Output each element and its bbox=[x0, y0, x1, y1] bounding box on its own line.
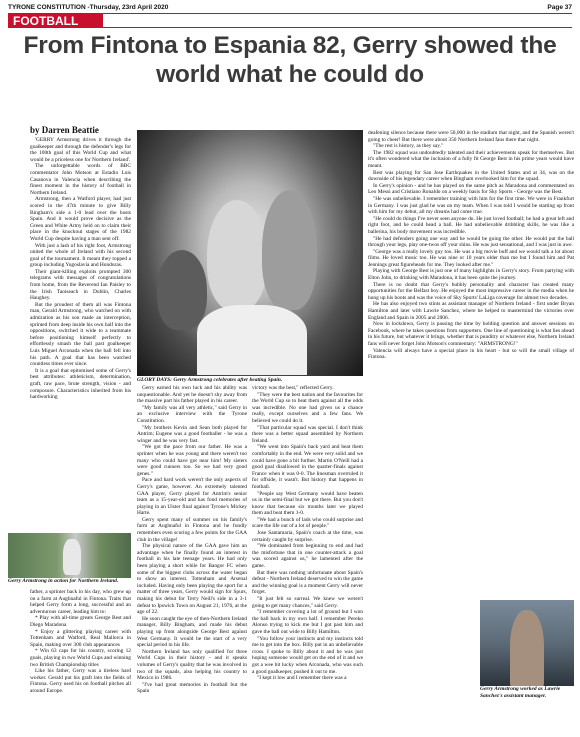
paragraph: * Win 63 caps for his country, scoring 12 goals, playing in two World Cups and winning two British Championship titles bbox=[30, 648, 131, 668]
main-photo-caption: GLORY DAYS: Gerry Armstrong celebrates after beating Spain. bbox=[137, 377, 283, 383]
paragraph: "He could do things I've never seen anyone do. He just loved football; he had a great left and right foot, and he could head a ball. He had unbelievable dribbling skills, he was like a ballerina, his body movement was incredible. bbox=[368, 215, 574, 235]
paragraph: "You follow your instincts and my instincts told me to get into the box. Billy put in an unbelievable cross. I spoke to Billy about it and he was just hoping someone would get on the end of it and we got a wee bit lucky when Arconada, who was such a good goalkeeper, pushed it out to me. bbox=[252, 635, 363, 675]
paragraph: * Play with all-time greats George Best and Diego Maradona bbox=[30, 615, 131, 628]
section-label: FOOTBALL bbox=[8, 14, 103, 28]
paragraph: "My family was all very athletic," said Gerry in an exclusive interview with the Tyrone Constitution. bbox=[137, 404, 247, 424]
paragraph: "He had defenders going one way and he would be going the other. He would put the ball through your legs, play one-twos off your shins. He was just sensational, and I was just in awe. bbox=[368, 235, 574, 249]
article-column-3 bbox=[252, 385, 363, 730]
right-photo bbox=[480, 600, 574, 686]
paragraph: The unforgettable words of BBC commentator John Motson at Estadio Luis Casanova in Valencia when describing the finest moment in the history of football in Northern Ireland. bbox=[30, 163, 131, 196]
masthead bbox=[8, 2, 572, 12]
byline: by Darren Beattie bbox=[30, 125, 99, 135]
paragraph: Like his father, Gerry was a tireless hard worker. Gerald put his graft into the fields of Fintona. Gerry used his on football pitches all around Europe. bbox=[30, 668, 131, 694]
paragraph: * Enjoy a glittering playing career with Tottenham and Watford, Real Mallorca in Spain, making over 300 club appearances bbox=[30, 628, 131, 648]
photo-figure bbox=[157, 250, 207, 330]
paragraph: Now in lockdown, Gerry is passing the time by holding question and answer sessions on Facebook, where he takes questions from supporters. One line of questioning is what lies ahead in his future, but whatever it brings, whether that is punditry or whatever else, Northern Ireland fans will never forget John Motson's commentary: "ARMSTRONG!" bbox=[368, 321, 574, 347]
left-photo bbox=[8, 533, 131, 578]
left-photo-caption: Gerry Armstrong in action for Northern Ireland. bbox=[8, 578, 119, 584]
paragraph: Their giant-killing exploits prompted 300 telegrams with messages of congratulations from home, from the Reverend Ian Paisley to the Irish Taoiseach in Dublin, Charles Haughey. bbox=[30, 268, 131, 302]
photo-figure bbox=[262, 190, 317, 310]
paragraph: "I remember covering a lot of ground but I won the ball back in my own half. I remember Pereko Alonso trying to kick me but I got past him and gave the ball out wide to Billy Hamilton. bbox=[252, 609, 363, 635]
paragraph: "He was unbelievable. I remember training with him for the first time. We were in Frankfurt in Germany. I was just glad he was on my team. When I was told I would be starting up front with him for my debut, all my dreams had come true. bbox=[368, 195, 574, 216]
paragraph: father, a sprinter back in his day, who grew up on a farm at Aughnaful in Fintona. Traits that helped Gerry form a long, successful and an adventurous career, leading him to: bbox=[30, 589, 131, 615]
article-column-2 bbox=[137, 385, 247, 730]
paragraph: Gerry spent many of summer on his family's farm at Aughnaful in Fintona and he fondly remembers even scoring a few points for the GAA club in the village! bbox=[137, 516, 247, 543]
paragraph: victory was the best," reflected Gerry. bbox=[252, 385, 334, 391]
paragraph: "George was a really lovely guy too. He was a big movie buff and we would talk a lot about films. He loved music too. He was nine or 10 years older than me but I found him and Pat Jennings great figureheads for me. They looked after me." bbox=[368, 248, 574, 268]
article-column-1 bbox=[30, 137, 131, 533]
right-photo-caption: Gerry Armstrong worked as Lawrie Sanchez's assistant manager. bbox=[480, 686, 561, 699]
photo-figure bbox=[207, 200, 267, 310]
headline: From Fintona to Espania 82, Gerry showed the world what he could do bbox=[23, 32, 557, 88]
paragraph: "I've had great memories in football but the Spain bbox=[137, 681, 247, 695]
photo-figure bbox=[510, 610, 544, 686]
paragraph: "We got the pace from our father. He was a sprinter when he was young and there weren't too many who could have got near him! My sisters were good runners too. So we had very good genes." bbox=[137, 444, 247, 477]
paragraph: He has also enjoyed two stints as assistant manager of Northern Ireland - first under Bryan Hamilton and later with Lawrie Sanchez, where he helped to mastermind the victories over England and Spain in 2005 and 2006. bbox=[368, 301, 574, 321]
paragraph: Playing with George Best is just one of many highlights in Gerry's story. From partying with Elton John, to drinking with Maradona, it has been quite the journey. bbox=[368, 268, 574, 282]
paragraph: There is no doubt that Gerry's bubbly personality and character has created many opportunities for the Belfast boy. He enjoyed the most impressive career in the media when he hung up his boots and was the voice of Sky Sports' LaLiga coverage for almost two decades. bbox=[368, 281, 574, 301]
photo-figure bbox=[63, 539, 81, 575]
page-number: Page 37 bbox=[547, 3, 572, 11]
paragraph: It is a goal that epitomised some of Gerry's best attributes: athleticism, determination, graft, raw pace, brute strength, vision - and composure. Characteristics inherited from his hardworking bbox=[30, 367, 131, 401]
publication-date: TYRONE CONSTITUTION -Thursday, 23rd April 2020 bbox=[8, 3, 169, 11]
paragraph: "The rest is history, as they say." bbox=[373, 143, 444, 150]
paragraph: "We went into Spain's back yard and beat them comfortably in the end. We were very solid and we could have gone a bit further. Martin O'Neill had a good goal disallowed in the quarter-finals against France when it was 0-0. The linesman overruled it for offside, it wasn't. But history that happens in football. bbox=[252, 444, 363, 490]
paragraph: In Gerry's opinion - and he has played on the same pitch as Maradona and commentated on Leo Messi and Cristiano Ronaldo on a weekly basis for Sky Sports - George was the Best. bbox=[368, 182, 574, 196]
paragraph: "I kept it low and I remember there was a bbox=[257, 675, 347, 682]
paragraph: Valencia will always have a special place in his heart - but so will the small village of Fintona. bbox=[368, 347, 574, 361]
paragraph: "We dominated from beginning to end and had the misfortune that in one counter-attack a goal was scored against us," he lamented after the game. bbox=[252, 543, 363, 570]
paragraph: Northern Ireland has only qualified for three World Cups in their history - and it speaks volumes of Gerry's quality that he was involved in two of the squads, also helping his country to Mexico in 1986. bbox=[137, 648, 247, 682]
paragraph: With just a lash of his right foot, Armstrong united the whole of Ireland with his second goal of the tournament. It meant they topped a group including Yugoslavia and Honduras. bbox=[30, 242, 131, 269]
paragraph: Best was playing for San Jose Earthquakes in the United States and at 34, was on the downside of his legendary career when Bingham overlooked him for the squad. bbox=[368, 169, 574, 183]
paragraph: Jose Santamaria, Spain's coach at the time, was certainly caught by surprise. bbox=[252, 530, 363, 543]
paragraph: Armstrong, then a Watford player, had just scored in the 47th minute to give Billy Bingham's side a 1-0 lead over the hosts Spain. And it would prove decisive as the Green and White Army held on to claim their place in the knockout stages of the 1982 World Cup despite having a man sent off. bbox=[30, 196, 131, 242]
paragraph: But the proudest of them all was Fintona man, Gerald Armstrong, who watched on with admiration as his son made an interception, sprinted from deep inside his own half into the oppositions, switched it wide to a teammate before positioning himself perfectly to effortlessly smash the ball past goalkeeper Luis Miguel Arconada when the ball fell into his path. A goal that has been watched countless times ever since. bbox=[30, 301, 131, 368]
photo-figure bbox=[197, 305, 307, 375]
paragraph: He soon caught the eye of then-Northern Ireland manager, Billy Bingham, and made his debut playing up front alongside George Best against West Germany. It would be the start of a very special period in his life. bbox=[137, 615, 247, 649]
paragraph: "We had a bunch of lads who could surprise and scare the life out of a lot of people." bbox=[252, 516, 363, 530]
paragraph: The physical nature of the GAA gave him an advantage when he finally found an interest in football in his late teenage years. He had only been playing a short while for Bangor FC when some of the biggest clubs across the water began to show an interest. Tottenham and Arsenal included. Having only been playing the sport for a matter of three years, Gerry would sign for Spurs, making his debut for Terry Neill's side in a 3-1 defeat to Ipswich Town on August 21, 1976, at the age of 22. bbox=[137, 543, 247, 616]
paragraph: The 1982 squad was undoubtedly talented and their achievements speak for themselves. But it's often wondered what the inclusion of a fully fit George Best in his prime years would have meant. bbox=[368, 149, 574, 169]
paragraph: But there was nothing unfortunate about Spain's defeat - Northern Ireland deserved to win the game and the winning goal is a moment Gerry will never forget. bbox=[252, 569, 363, 596]
paragraph: "My brothers Kevin and Sean both played for Antrim; Eugene was a good footballer - he was a winger and he was very fast. bbox=[137, 424, 247, 444]
paragraph: 'GERRY Armstrong drives it through the goalkeeper and through the defender's legs for the 100th goal of this World Cup and what would be a priceless one for Northern Ireland'. bbox=[30, 137, 131, 163]
paragraph: "They were the best nation and the favourites for the World Cup so to beat them against all the odds was incredible. No one had given us a chance really, except ourselves and a few fans. We believed we could do it. bbox=[252, 391, 363, 424]
paragraph: "That particular squad was special. I don't think there was a better squad assembled by Northern Ireland. bbox=[252, 424, 363, 444]
article-column-1-continued bbox=[30, 589, 131, 729]
paragraph: Pace and hard work weren't the only aspects of Gerry's game, however. An extremely talented GAA player, Gerry played for Antrim's senior team as a 15-year-old and has fond memories of playing in an Ulster final against Tyrone's Mickey Harte. bbox=[137, 477, 247, 517]
main-photo bbox=[137, 130, 363, 376]
paragraph: Gerry earned his own luck and his ability was unquestionable. And yet he doesn't shy away from the massive part his father played in his career. bbox=[137, 385, 247, 405]
paragraph: "It just felt so surreal. We knew we weren't going to get many chances," said Gerry. bbox=[252, 596, 363, 609]
article-column-4 bbox=[368, 130, 574, 600]
paragraph: "People say West Germany would have beaten us in the semi-final but we got there. But you don't know that because six months later we played them and beat them 1-0. bbox=[252, 490, 363, 517]
section-rule bbox=[103, 27, 572, 28]
paragraph: deafening silence because there were 50,000 in the stadium that night, and the Spanish weren't going to cheer! But there were about 350 Northern Ireland fans there that night. bbox=[368, 130, 574, 143]
